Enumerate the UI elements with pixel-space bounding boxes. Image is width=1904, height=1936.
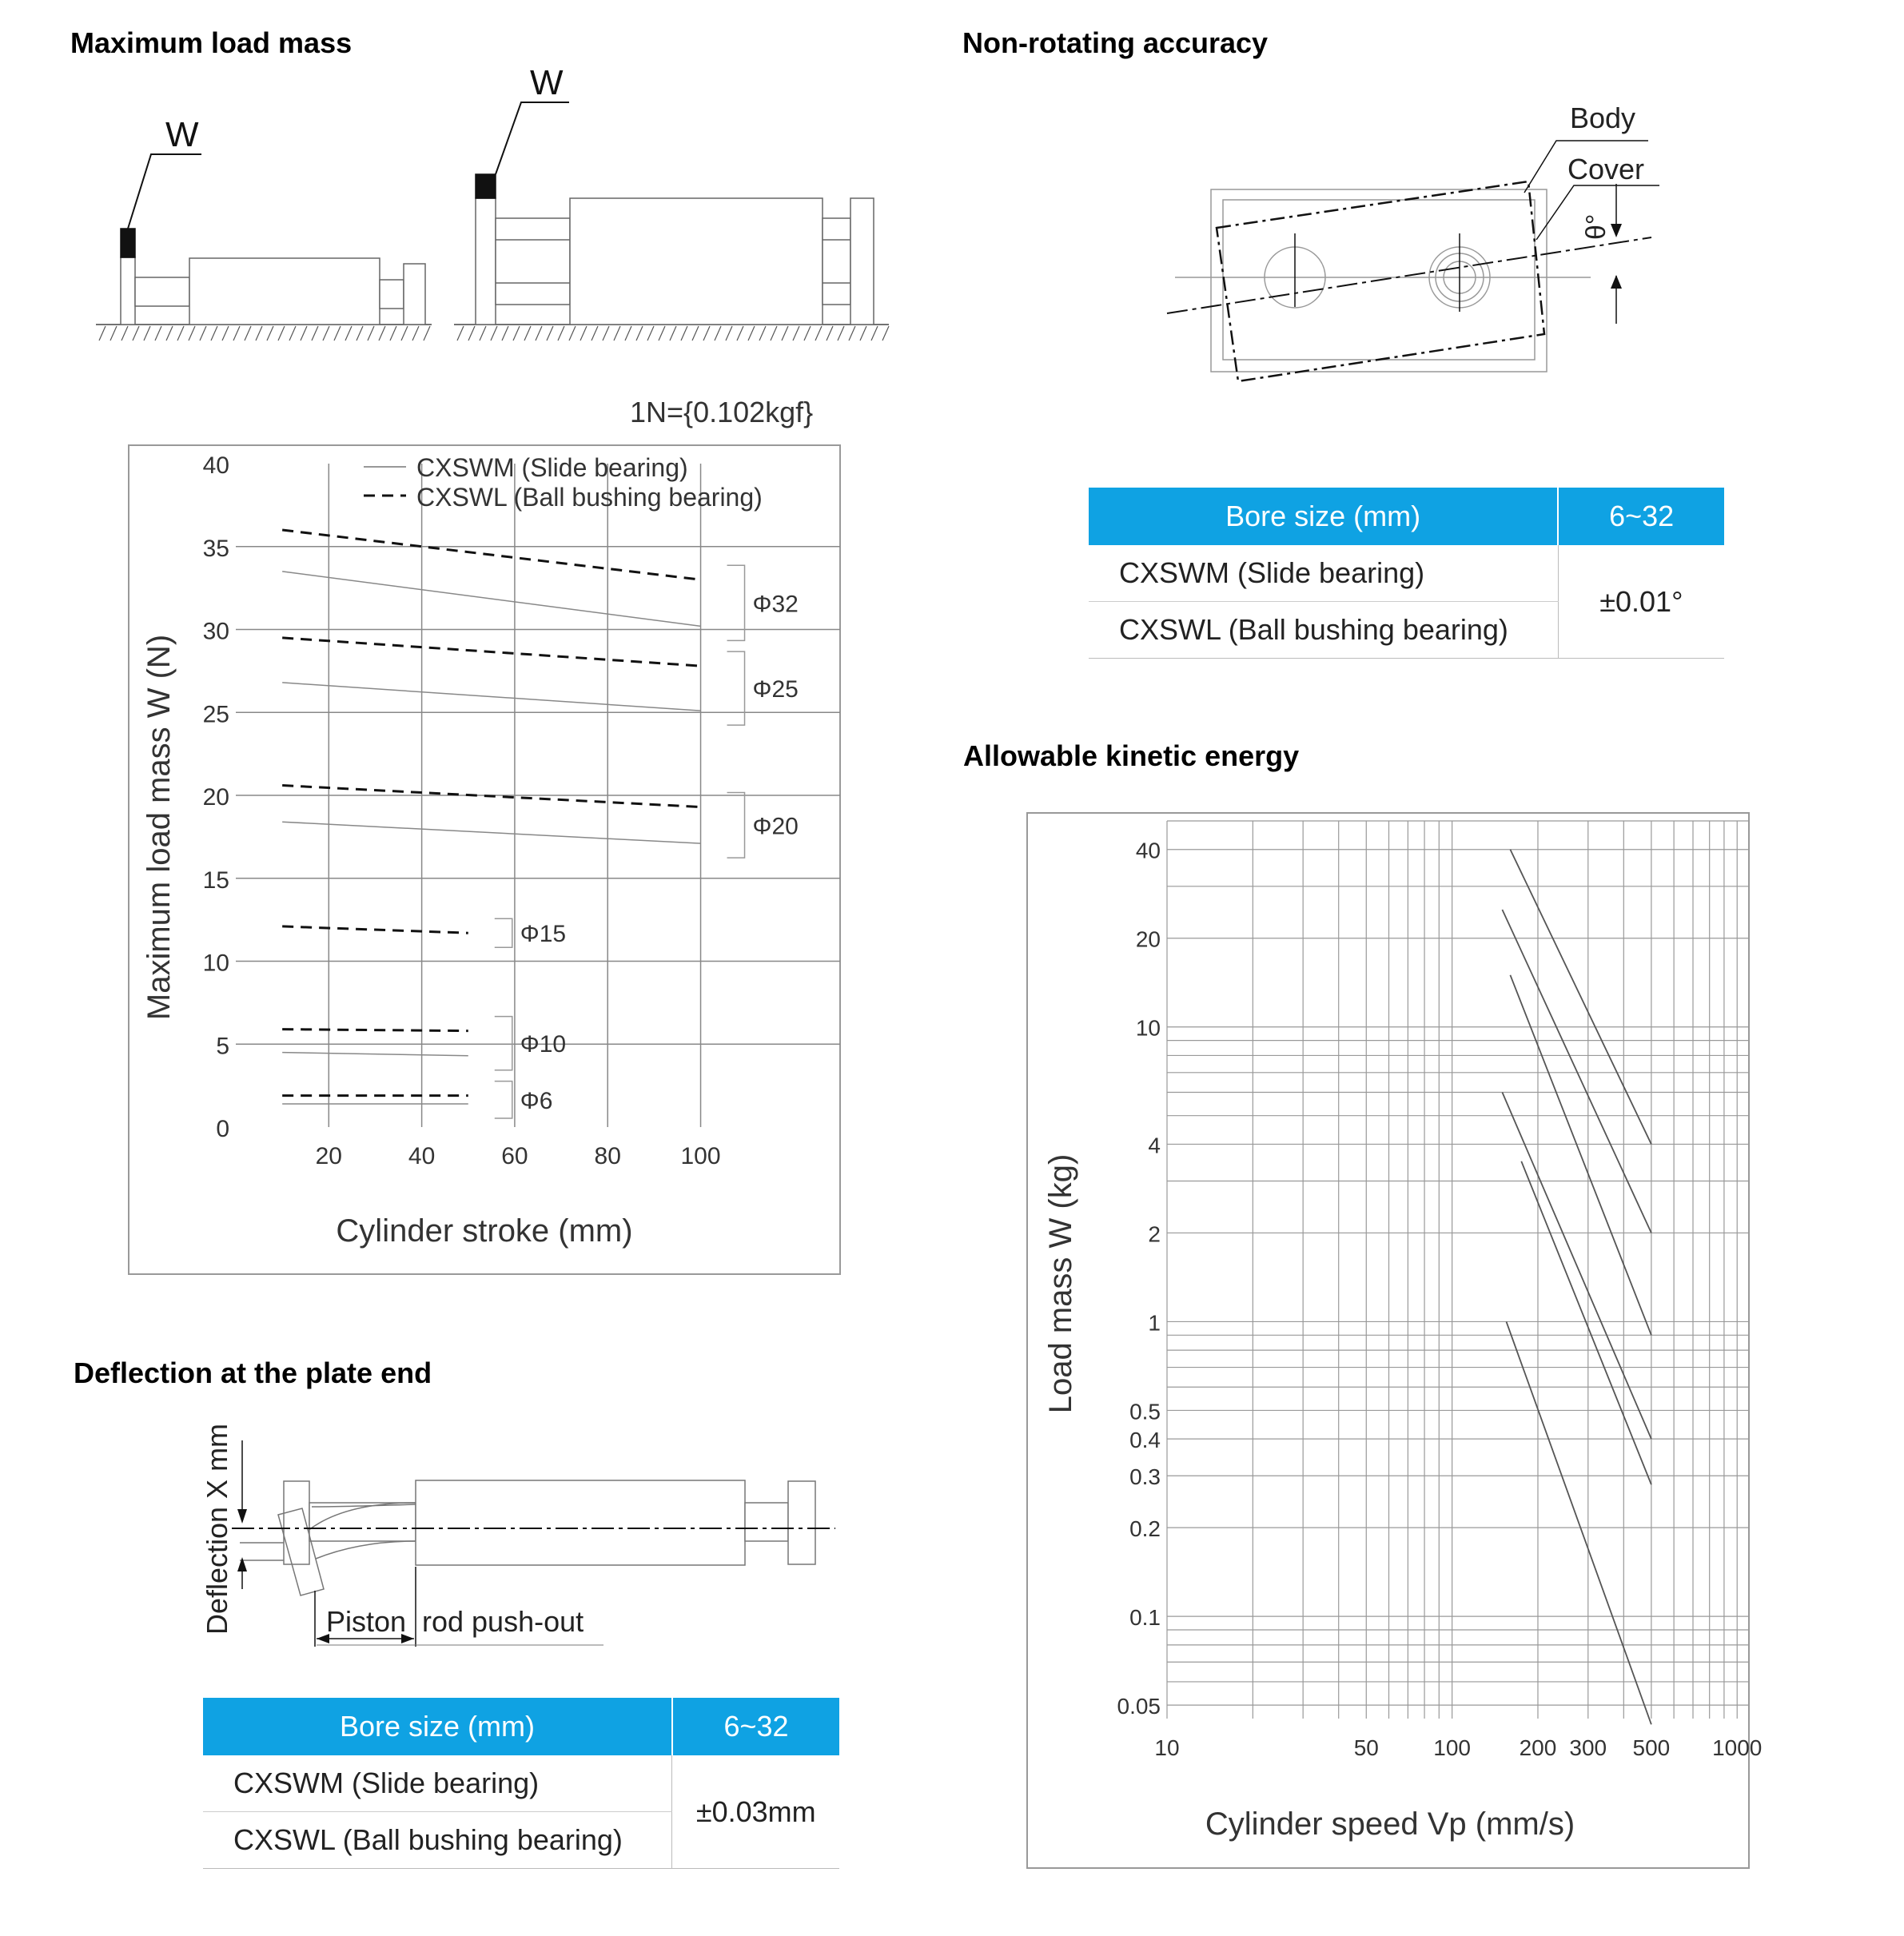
legend-label-slide: CXSWM (Slide bearing)	[416, 453, 688, 482]
y-axis-label: Load mass W (kg)	[1043, 1153, 1078, 1414]
x-tick-label: 10	[1154, 1735, 1180, 1760]
y-axis-label: Maximum load mass W (N)	[141, 634, 177, 1021]
x-tick-label: 300	[1569, 1735, 1607, 1760]
max-load-title: Maximum load mass	[70, 26, 353, 59]
unit-note: 1N={0.102kgf}	[630, 396, 814, 428]
deflection-title: Deflection at the plate end	[74, 1356, 432, 1389]
y-tick-label: 15	[202, 866, 229, 894]
deflection-row-slide: CXSWM (Slide bearing)	[203, 1755, 672, 1812]
y-tick-label: 40	[1135, 838, 1161, 863]
grid	[1167, 821, 1749, 1719]
x-axis-label: Cylinder speed Vp (mm/s)	[1205, 1807, 1575, 1842]
y-tick-label: 0.5	[1129, 1399, 1161, 1424]
ticks	[1117, 839, 1763, 1760]
y-tick-label: 1	[1148, 1310, 1161, 1336]
y-tick-label: 20	[1135, 926, 1161, 952]
w-label-1: W	[165, 115, 199, 154]
y-tick-label: 20	[202, 784, 229, 811]
body-label: Body	[1570, 102, 1636, 134]
nonrot-title: Non-rotating accuracy	[962, 26, 1269, 59]
x-tick-label: 1000	[1712, 1735, 1763, 1760]
series	[1502, 850, 1651, 1725]
y-tick-label: 30	[202, 618, 229, 645]
y-tick-label: 4	[1148, 1133, 1161, 1158]
deflection-value: ±0.03mm	[672, 1755, 839, 1869]
series-line	[1521, 1161, 1651, 1484]
y-tick-label: 40	[202, 452, 229, 479]
cover-label: Cover	[1567, 153, 1645, 185]
group-label: Φ32	[752, 591, 799, 618]
w-label-2: W	[530, 63, 564, 102]
x-tick-label: 500	[1632, 1735, 1671, 1760]
nonrot-row-slide: CXSWM (Slide bearing)	[1089, 545, 1558, 602]
nonrot-header-label: Bore size (mm)	[1089, 488, 1558, 545]
group-label: Φ25	[752, 676, 799, 703]
series-line	[1510, 850, 1651, 1145]
group-label: Φ6	[520, 1087, 553, 1114]
nonrot-value: ±0.01°	[1558, 545, 1724, 659]
series-line	[1506, 1321, 1651, 1724]
legend-label-ball: CXSWL (Ball bushing bearing)	[416, 483, 763, 512]
y-tick-label: 0.3	[1129, 1464, 1161, 1490]
nonrot-header-value: 6~32	[1558, 488, 1724, 545]
kinetic-title: Allowable kinetic energy	[963, 739, 1300, 772]
x-tick-label: 50	[1353, 1735, 1379, 1760]
y-tick-label: 0.4	[1129, 1428, 1161, 1453]
y-tick-label: 5	[216, 1033, 229, 1060]
x-tick-label: 60	[501, 1143, 528, 1169]
y-tick-label: 0.1	[1129, 1605, 1161, 1631]
x-tick-label: 100	[1433, 1735, 1471, 1760]
x-tick-label: 100	[680, 1143, 721, 1169]
series-line	[1510, 975, 1651, 1336]
nonrot-row-ball: CXSWL (Ball bushing bearing)	[1089, 602, 1558, 659]
series-line	[1502, 910, 1651, 1233]
x-tick-label: 40	[408, 1143, 436, 1169]
group-label: Φ20	[752, 813, 799, 840]
y-tick-label: 10	[1135, 1015, 1161, 1041]
group-label: Φ10	[520, 1031, 567, 1058]
deflection-header-value: 6~32	[672, 1698, 839, 1755]
deflection-header-label: Bore size (mm)	[203, 1698, 672, 1755]
deflection-vertical-label: Deflection X mm	[201, 1423, 233, 1635]
y-tick-label: 25	[202, 701, 229, 728]
group-label: Φ15	[520, 921, 567, 948]
y-tick-label: 0	[216, 1116, 229, 1142]
pushout-label-1: Piston	[326, 1605, 407, 1638]
deflection-row-ball: CXSWL (Ball bushing bearing)	[203, 1812, 672, 1869]
x-axis-label: Cylinder stroke (mm)	[336, 1213, 633, 1249]
y-tick-label: 0.2	[1129, 1516, 1161, 1542]
y-tick-label: 35	[202, 535, 229, 562]
y-tick-label: 10	[202, 950, 229, 977]
y-tick-label: 0.05	[1117, 1694, 1161, 1719]
pushout-label-2: rod push-out	[422, 1605, 584, 1638]
y-tick-label: 2	[1148, 1221, 1161, 1247]
x-tick-label: 80	[594, 1143, 621, 1169]
x-tick-label: 200	[1519, 1735, 1557, 1760]
x-tick-label: 20	[315, 1143, 342, 1169]
theta-label: θ°	[1581, 213, 1611, 240]
